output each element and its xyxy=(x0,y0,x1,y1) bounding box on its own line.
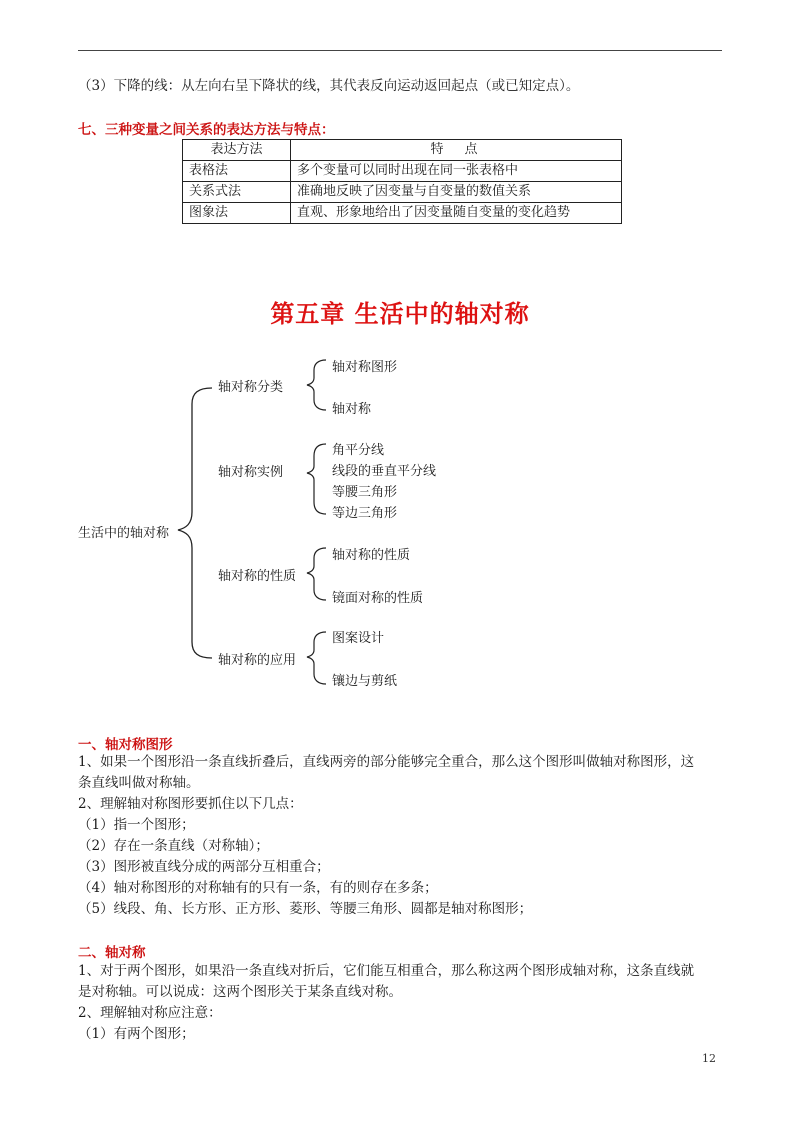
root-brace xyxy=(178,388,212,658)
tree-branch: 轴对称的应用 xyxy=(218,653,297,668)
body-line: （3）图形被直线分成的两部分互相重合； xyxy=(78,859,330,875)
tree-leaf: 镶边与剪纸 xyxy=(332,674,398,689)
page-number: 12 xyxy=(702,1052,716,1065)
body-line: （5）线段、角、长方形、正方形、菱形、等腰三角形、圆都是轴对称图形； xyxy=(78,901,533,917)
tree-root: 生活中的轴对称 xyxy=(78,526,170,541)
tree-leaf: 线段的垂直平分线 xyxy=(332,464,437,479)
tree-leaf: 等腰三角形 xyxy=(332,485,398,500)
body-line: 1、对于两个图形，如果沿一条直线对折后，它们能互相重合，那么称这两个图形成轴对称，这条直线就 xyxy=(78,963,695,979)
table-cell: 直观、形象地给出了因变量随自变量的变化趋势 xyxy=(291,203,622,224)
table-cell: 多个变量可以同时出现在同一张表格中 xyxy=(291,161,622,182)
body-line: 是对称轴。可以说成：这两个图形关于某条直线对称。 xyxy=(78,984,402,1000)
table-cell: 关系式法 xyxy=(183,182,291,203)
body-line: （1）指一个图形； xyxy=(78,817,195,833)
body-line: 2、理解轴对称图形要抓住以下几点： xyxy=(78,796,303,812)
body-line: （1）有两个图形； xyxy=(78,1026,195,1042)
branch-brace-applications xyxy=(307,632,326,684)
tree-leaf: 等边三角形 xyxy=(332,506,398,521)
table-cell: 准确地反映了因变量与自变量的数值关系 xyxy=(291,182,622,203)
section7-heading: 七、三种变量之间关系的表达方法与特点： xyxy=(78,122,335,138)
tree-leaf: 图案设计 xyxy=(332,631,385,646)
tree-branch: 轴对称分类 xyxy=(218,380,284,395)
tree-leaf: 轴对称 xyxy=(332,402,372,417)
branch-brace-examples xyxy=(307,444,326,514)
tree-branch: 轴对称实例 xyxy=(218,465,284,480)
table-cell: 表格法 xyxy=(183,161,291,182)
branch-brace-properties xyxy=(307,548,326,600)
tree-branch: 轴对称的性质 xyxy=(218,569,297,584)
table-cell: 图象法 xyxy=(183,203,291,224)
table-header-cell: 表达方法 xyxy=(183,140,291,161)
chapter-title: 第五章 生活中的轴对称 xyxy=(270,300,530,328)
body-line: （4）轴对称图形的对称轴有的只有一条，有的则存在多条； xyxy=(78,880,438,896)
body-line: 2、理解轴对称应注意： xyxy=(78,1005,222,1021)
body-line: （2）存在一条直线（对称轴）； xyxy=(78,838,269,854)
table-header-cell: 特 点 xyxy=(291,140,622,161)
tree-leaf: 轴对称的性质 xyxy=(332,548,411,563)
body-line: 1、如果一个图形沿一条直线折叠后，直线两旁的部分能够完全重合，那么这个图形叫做轴对称图形，这 xyxy=(78,754,695,770)
section2-heading: 二、轴对称 xyxy=(78,945,146,961)
body-line: 条直线叫做对称轴。 xyxy=(78,775,200,791)
branch-brace-classification xyxy=(307,360,326,410)
intro-line: （3）下降的线：从左向右呈下降状的线，其代表反向运动返回起点（或已知定点）。 xyxy=(78,78,580,94)
tree-leaf: 镜面对称的性质 xyxy=(332,591,424,606)
section1-heading: 一、轴对称图形 xyxy=(78,737,173,753)
tree-leaf: 角平分线 xyxy=(332,443,385,458)
tree-leaf: 轴对称图形 xyxy=(332,360,398,375)
